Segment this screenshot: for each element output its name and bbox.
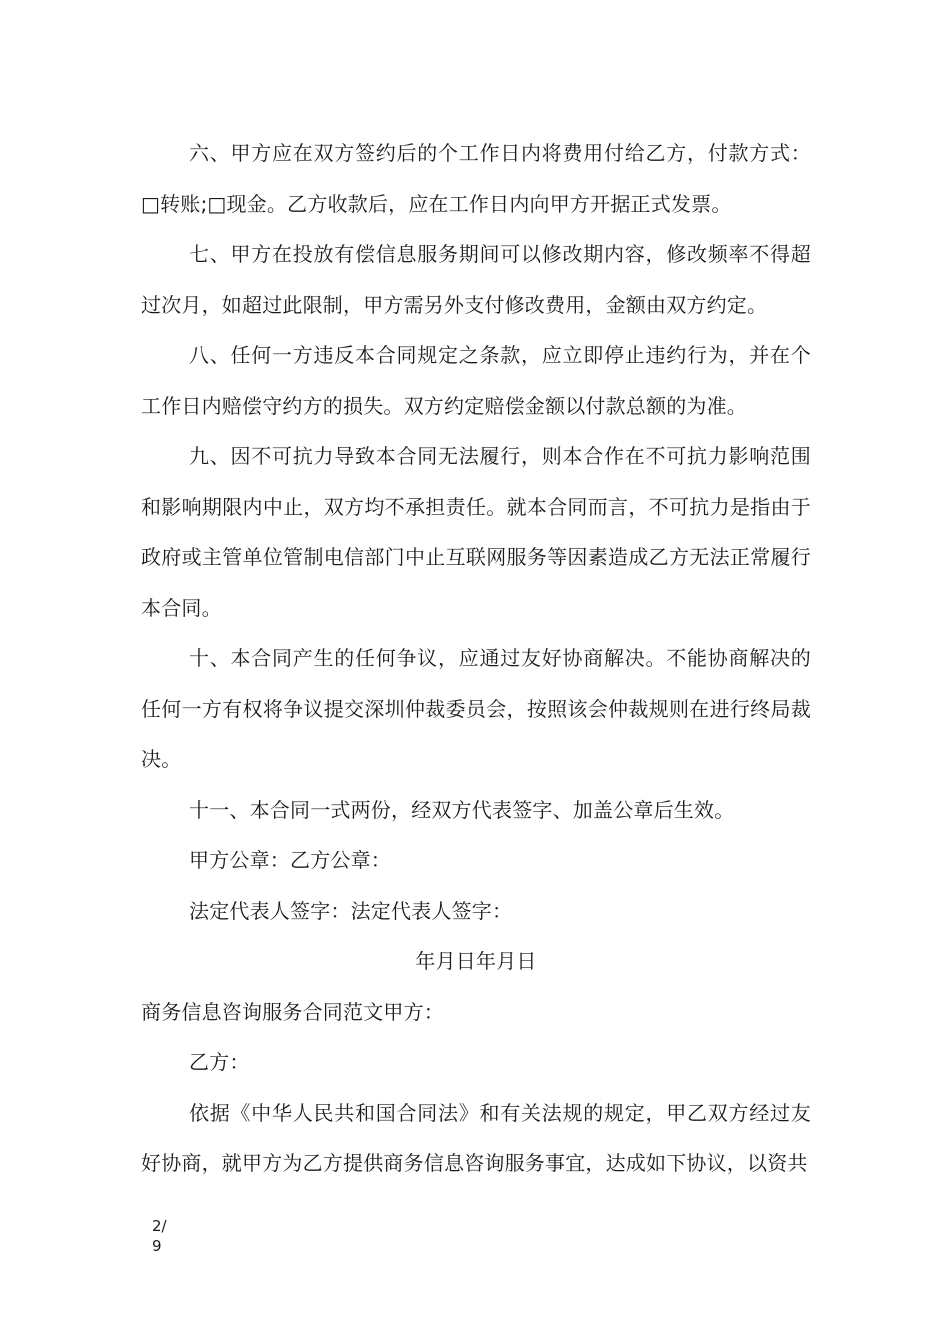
clause-six: 六、甲方应在双方签约后的个工作日内将费用付给乙方，付款方式：□转账;□现金。乙方收款后，应在工作日内向甲方开据正式发票。 — [141, 141, 811, 216]
clause-eleven: 十一、本合同一式两份，经双方代表签字、加盖公章后生效。 — [189, 797, 735, 822]
signature-line: 法定代表人签字：法定代表人签字： — [189, 898, 513, 923]
party-b-line: 乙方： — [189, 1050, 250, 1074]
preamble: 依据《中华人民共和国合同法》和有关法规的规定，甲乙双方经过友好协商，就甲方为乙方提供商务信息咨询服务事宜，达成如下协议，以资共 — [141, 1100, 811, 1175]
clause-seven: 七、甲方在投放有偿信息服务期间可以修改期内容，修改频率不得超过次月，如超过此限制，甲方需另外支付修改费用，金额由双方约定。 — [141, 242, 811, 317]
date-line: 年月日年月日 — [415, 949, 537, 973]
clause-nine: 九、因不可抗力导致本合同无法履行，则本合作在不可抗力影响范围和影响期限内中止，双方均不承担责任。就本合同而言，不可抗力是指由于政府或主管单位管制电信部门中止互联网服务等因素造成乙方无法正常履行本合同。 — [141, 444, 811, 620]
document-body — [141, 128, 811, 1189]
seal-line: 甲方公章：乙方公章： — [189, 848, 391, 872]
clause-ten: 十、本合同产生的任何争议，应通过友好协商解决。不能协商解决的任何一方有权将争议提交深圳仲裁委员会，按照该会仲裁规则在进行终局裁决。 — [141, 646, 811, 771]
contract-title-party-a: 商务信息咨询服务合同范文甲方： — [141, 999, 444, 1024]
clause-eight: 八、任何一方违反本合同规定之条款，应立即停止违约行为，并在个工作日内赔偿守约方的损失。双方约定赔偿金额以付款总额的为准。 — [141, 343, 811, 418]
page-number: 2/9 — [152, 1217, 167, 1255]
